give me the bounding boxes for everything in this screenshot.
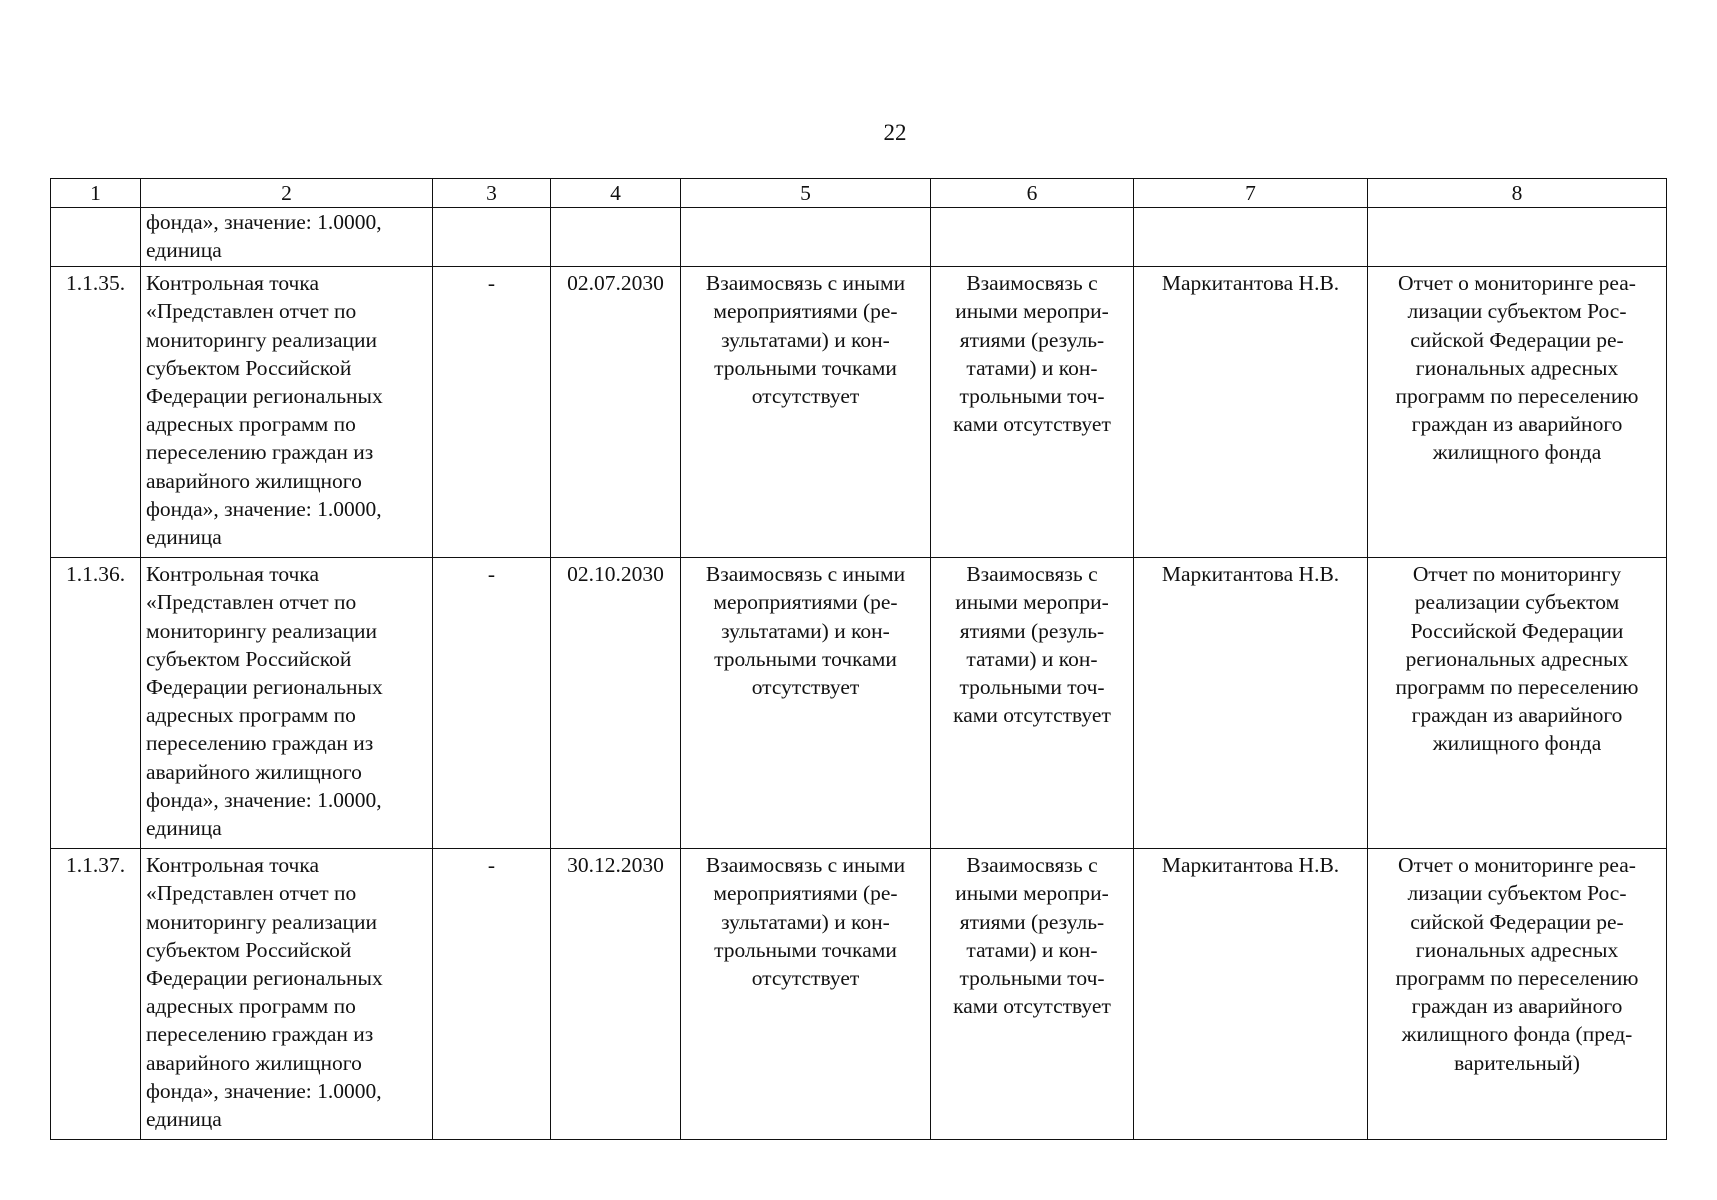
column-header: 2 xyxy=(141,179,433,208)
table-header-row xyxy=(51,179,1667,208)
control-points-table xyxy=(50,178,1667,1140)
table-row xyxy=(51,267,1667,558)
column-header: 7 xyxy=(1134,179,1368,208)
page-number: 22 xyxy=(883,120,907,145)
predecessor-cell: - xyxy=(433,558,551,849)
relation-cell: Взаимосвязь с иными меропри- ятиями (резуль- татами) и кон- трольными точ- ками отсутствует xyxy=(931,849,1134,1140)
deadline-date: 02.10.2030 xyxy=(551,558,681,849)
control-point-name: Контрольная точка «Представлен отчет по мониторингу реализации субъектом Российской Федерации региональных адресных программ по переселению граждан из аварийного жилищного фонда», значение: 1.0000, единица xyxy=(141,267,433,558)
row-number: 1.1.37. xyxy=(51,849,141,1140)
control-point-name: Контрольная точка «Представлен отчет по мониторингу реализации субъектом Российской Федерации региональных адресных программ по переселению граждан из аварийного жилищного фонда», значение: 1.0000, единица xyxy=(141,558,433,849)
row-number: 1.1.35. xyxy=(51,267,141,558)
column-header: 4 xyxy=(551,179,681,208)
responsible-person: Маркитантова Н.В. xyxy=(1134,849,1368,1140)
column-header: 1 xyxy=(51,179,141,208)
responsible-person: Маркитантова Н.В. xyxy=(1134,558,1368,849)
predecessor-cell: - xyxy=(433,267,551,558)
empty-cell xyxy=(931,208,1134,267)
responsible-person: Маркитантова Н.В. xyxy=(1134,267,1368,558)
empty-cell xyxy=(1134,208,1368,267)
row-number: 1.1.36. xyxy=(51,558,141,849)
column-header: 3 xyxy=(433,179,551,208)
control-point-name: Контрольная точка «Представлен отчет по мониторингу реализации субъектом Российской Федерации региональных адресных программ по переселению граждан из аварийного жилищного фонда», значение: 1.0000, единица xyxy=(141,849,433,1140)
table-row xyxy=(51,558,1667,849)
table-row xyxy=(51,849,1667,1140)
table-continuation-row xyxy=(51,208,1667,267)
result-document: Отчет о мониторинге реа- лизации субъектом Рос- сийской Федерации ре- гиональных адресных программ по переселению граждан из аварийного жилищного фонда xyxy=(1368,267,1667,558)
relation-cell: Взаимосвязь с иными меропри- ятиями (резуль- татами) и кон- трольными точ- ками отсутствует xyxy=(931,267,1134,558)
relation-cell: Взаимосвязь с иными меропри- ятиями (резуль- татами) и кон- трольными точ- ками отсутствует xyxy=(931,558,1134,849)
column-header: 6 xyxy=(931,179,1134,208)
relation-cell: Взаимосвязь с иными мероприятиями (ре- зультатами) и кон- трольными точками отсутствует xyxy=(681,849,931,1140)
empty-cell xyxy=(551,208,681,267)
column-header: 8 xyxy=(1368,179,1667,208)
predecessor-cell: - xyxy=(433,849,551,1140)
column-header: 5 xyxy=(681,179,931,208)
relation-cell: Взаимосвязь с иными мероприятиями (ре- зультатами) и кон- трольными точками отсутствует xyxy=(681,558,931,849)
continued-name-cell: фонда», значение: 1.0000, единица xyxy=(141,208,433,267)
empty-cell xyxy=(433,208,551,267)
result-document: Отчет о мониторинге реа- лизации субъектом Рос- сийской Федерации ре- гиональных адресных программ по переселению граждан из аварийного жилищного фонда (пред- варительный) xyxy=(1368,849,1667,1140)
deadline-date: 30.12.2030 xyxy=(551,849,681,1140)
empty-cell xyxy=(51,208,141,267)
empty-cell xyxy=(1368,208,1667,267)
relation-cell: Взаимосвязь с иными мероприятиями (ре- зультатами) и кон- трольными точками отсутствует xyxy=(681,267,931,558)
deadline-date: 02.07.2030 xyxy=(551,267,681,558)
result-document: Отчет по мониторингу реализации субъектом Российской Федерации региональных адресных программ по переселению граждан из аварийного жилищного фонда xyxy=(1368,558,1667,849)
empty-cell xyxy=(681,208,931,267)
